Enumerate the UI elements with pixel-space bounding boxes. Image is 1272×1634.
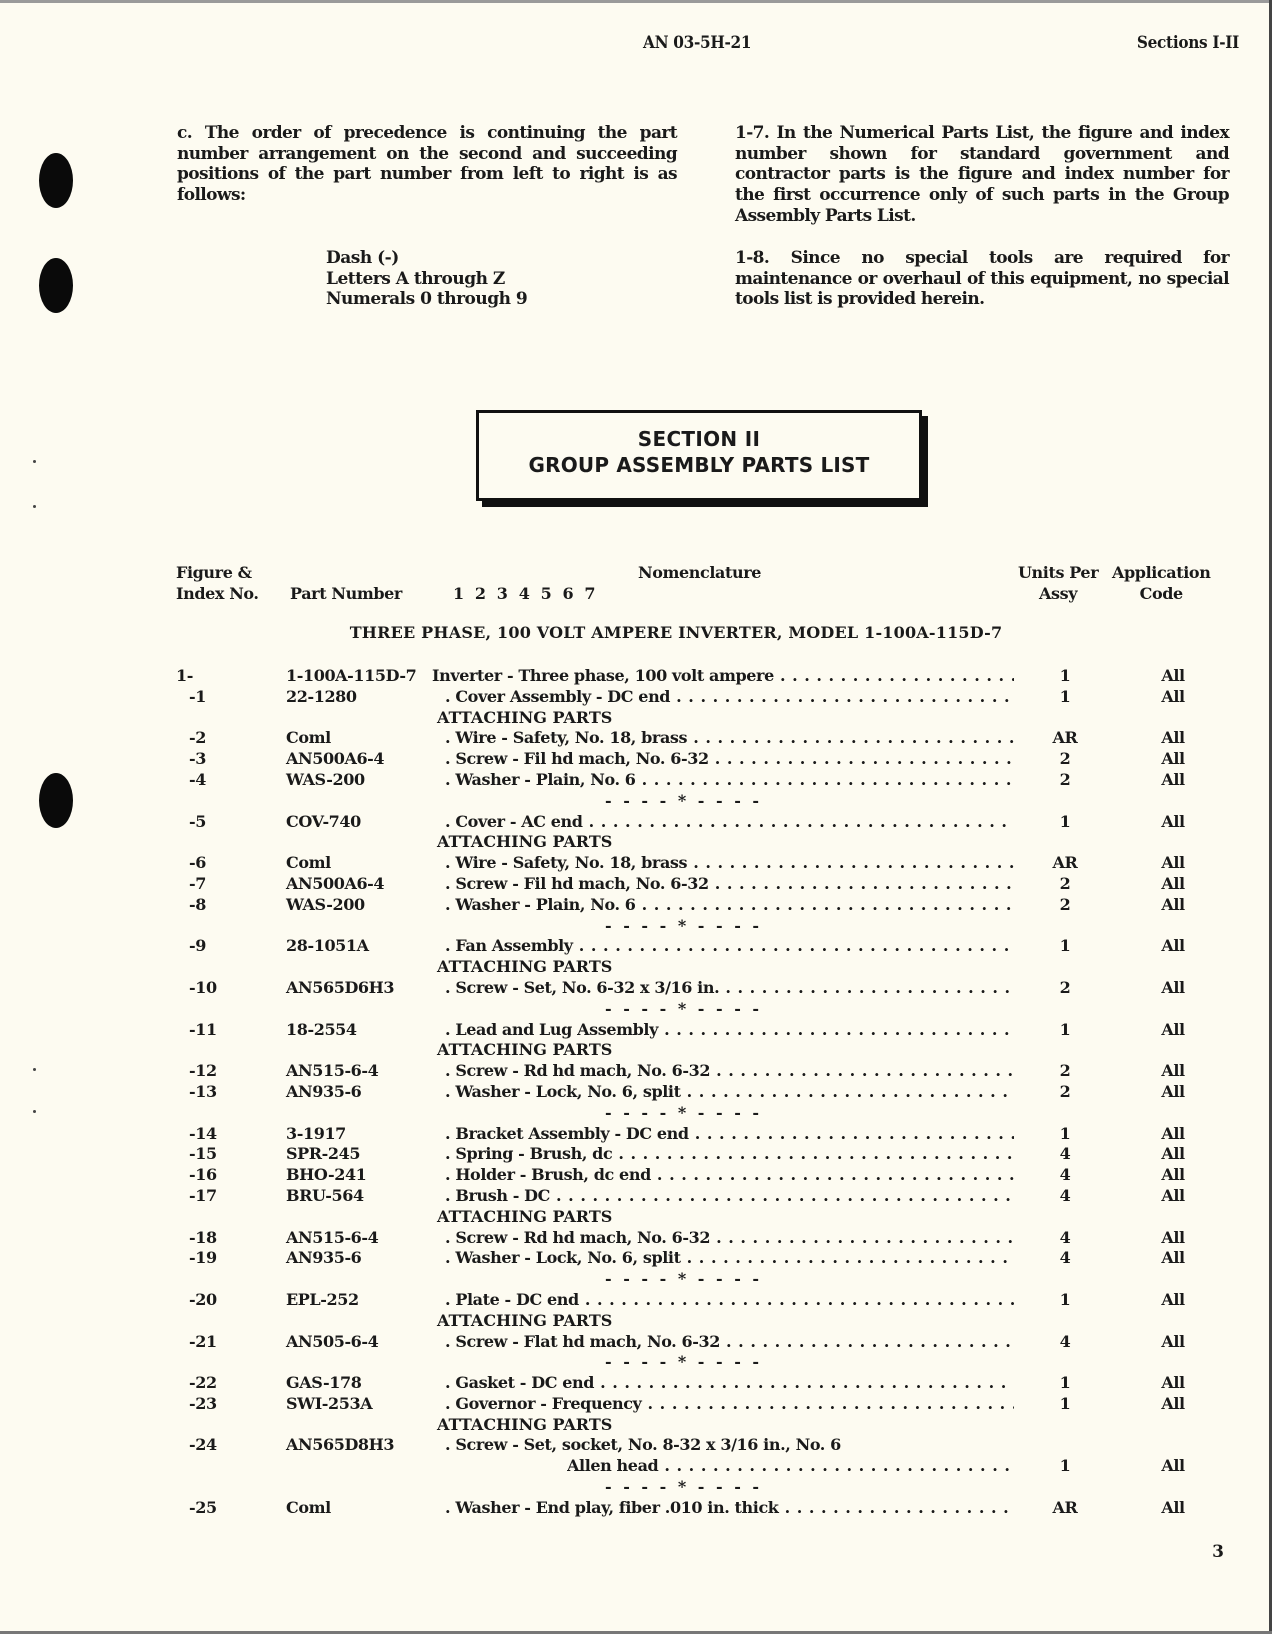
figure-index: -2 bbox=[189, 728, 206, 748]
figure-index: -18 bbox=[189, 1227, 217, 1247]
nomenclature: . Lead and Lug Assembly . . . bbox=[445, 1020, 1014, 1041]
paragraph-c: c. The order of precedence is continuing the part number arrangement on the second and succeeding positions of the part number from left to right is as follows: bbox=[177, 123, 677, 206]
table-row bbox=[0, 895, 1272, 916]
part-number: COV-740 bbox=[286, 811, 361, 831]
separator-row bbox=[0, 1352, 1272, 1373]
table-row bbox=[0, 770, 1272, 791]
part-number: AN515-6-4 bbox=[286, 1227, 379, 1247]
units-per-assy: 1 bbox=[1059, 686, 1071, 706]
figure-index: -5 bbox=[189, 811, 206, 831]
separator-row bbox=[0, 1103, 1272, 1124]
separator: - - - - * - - - - bbox=[605, 915, 763, 935]
units-per-assy: 4 bbox=[1059, 1227, 1071, 1247]
scan-speck bbox=[33, 505, 36, 508]
figure-index: -3 bbox=[189, 749, 206, 769]
figure-index: -9 bbox=[189, 936, 206, 956]
nomenclature: Inverter - Three phase, 100 volt ampere . . . bbox=[432, 666, 1014, 687]
part-number: AN500A6-4 bbox=[286, 749, 385, 769]
figure-index: -19 bbox=[189, 1248, 217, 1268]
table-row bbox=[0, 1144, 1272, 1165]
document-number: AN 03-5H-21 bbox=[643, 33, 752, 53]
header-line: Index No. bbox=[176, 584, 259, 603]
application-code: All bbox=[1161, 686, 1185, 706]
nomenclature: . Gasket - DC end . . . bbox=[445, 1373, 1014, 1394]
part-number: SWI-253A bbox=[286, 1393, 373, 1413]
figure-index: -22 bbox=[189, 1373, 217, 1393]
application-code: All bbox=[1161, 728, 1185, 748]
figure-index: 1- bbox=[176, 666, 193, 685]
figure-index: -10 bbox=[189, 977, 217, 997]
application-code: All bbox=[1161, 769, 1185, 789]
application-code: All bbox=[1161, 1144, 1185, 1164]
separator: - - - - * - - - - bbox=[605, 1477, 763, 1497]
table-row bbox=[0, 728, 1272, 749]
separator-row bbox=[0, 791, 1272, 812]
table-row bbox=[0, 1061, 1272, 1082]
nomenclature: . Washer - Plain, No. 6 . . . bbox=[445, 770, 1014, 791]
part-number: 3-1917 bbox=[286, 1123, 346, 1143]
part-number: EPL-252 bbox=[286, 1289, 359, 1309]
separator-row bbox=[0, 999, 1272, 1020]
scan-speck bbox=[33, 460, 36, 463]
part-number: Coml bbox=[286, 728, 331, 748]
nomenclature: Allen head . . . bbox=[567, 1456, 1014, 1477]
figure-index: -24 bbox=[189, 1435, 217, 1455]
separator: - - - - * - - - - bbox=[605, 998, 763, 1018]
application-code: All bbox=[1161, 1123, 1185, 1143]
table-row bbox=[0, 1498, 1272, 1519]
attaching-parts-label: ATTACHING PARTS bbox=[437, 707, 613, 727]
header-line: Figure & bbox=[176, 563, 252, 582]
units-per-assy: 2 bbox=[1059, 1061, 1071, 1081]
table-row bbox=[0, 1373, 1272, 1394]
part-number: 28-1051A bbox=[286, 936, 369, 956]
part-number: BRU-564 bbox=[286, 1185, 364, 1205]
column-header-figure-index bbox=[176, 562, 259, 604]
table-row bbox=[0, 1165, 1272, 1186]
assembly-title: THREE PHASE, 100 VOLT AMPERE INVERTER, MODEL 1-100A-115D-7 bbox=[349, 623, 1003, 642]
attaching-parts-label-row bbox=[0, 832, 1272, 853]
attaching-parts-label: ATTACHING PARTS bbox=[437, 832, 613, 852]
table-row bbox=[0, 853, 1272, 874]
application-code: All bbox=[1161, 1248, 1185, 1268]
nomenclature: . Screw - Rd hd mach, No. 6-32 . . . bbox=[445, 1061, 1014, 1082]
units-per-assy: 1 bbox=[1059, 1456, 1071, 1476]
section-title: GROUP ASSEMBLY PARTS LIST bbox=[528, 453, 870, 477]
section-range: Sections I-II bbox=[1136, 33, 1239, 53]
nomenclature: . Screw - Fil hd mach, No. 6-32 . . . bbox=[445, 749, 1014, 770]
part-number: 22-1280 bbox=[286, 686, 357, 706]
units-per-assy: 1 bbox=[1059, 1393, 1071, 1413]
nomenclature: . Governor - Frequency . . . bbox=[445, 1394, 1014, 1415]
part-number: AN500A6-4 bbox=[286, 873, 385, 893]
header-line: Application bbox=[1112, 563, 1211, 582]
nomenclature: . Screw - Fil hd mach, No. 6-32 . . . bbox=[445, 874, 1014, 895]
nomenclature: . Washer - Plain, No. 6 . . . bbox=[445, 895, 1014, 916]
table-row bbox=[0, 1435, 1272, 1456]
figure-index: -16 bbox=[189, 1165, 217, 1185]
attaching-parts-label-row bbox=[0, 1040, 1272, 1061]
table-row bbox=[0, 812, 1272, 833]
table-row bbox=[0, 1228, 1272, 1249]
column-header-nomenclature: Nomenclature bbox=[638, 563, 762, 582]
units-per-assy: AR bbox=[1052, 853, 1078, 873]
separator: - - - - * - - - - bbox=[605, 1102, 763, 1122]
figure-index: -21 bbox=[189, 1331, 217, 1351]
separator: - - - - * - - - - bbox=[605, 790, 763, 810]
figure-index: -20 bbox=[189, 1289, 217, 1309]
application-code: All bbox=[1161, 853, 1185, 873]
application-code: All bbox=[1161, 977, 1185, 997]
section-number: SECTION II bbox=[637, 427, 761, 451]
application-code: All bbox=[1161, 749, 1185, 769]
part-number: 1-100A-115D-7 bbox=[286, 666, 417, 685]
figure-index: -7 bbox=[189, 873, 206, 893]
figure-index: -14 bbox=[189, 1123, 217, 1143]
column-header-indent-levels: 1 2 3 4 5 6 7 bbox=[453, 584, 596, 603]
table-row bbox=[0, 1124, 1272, 1145]
attaching-parts-label-row bbox=[0, 1311, 1272, 1332]
paragraph-1-8: 1-8. Since no special tools are required for maintenance or overhaul of this equipment, no special tools list is provided herein. bbox=[735, 248, 1229, 310]
units-per-assy: 2 bbox=[1059, 1081, 1071, 1101]
header-line: Code bbox=[1139, 584, 1183, 603]
precedence-item: Letters A through Z bbox=[326, 268, 505, 289]
nomenclature: . Washer - Lock, No. 6, split . . . bbox=[445, 1248, 1014, 1269]
precedence-item: Dash (-) bbox=[326, 248, 399, 268]
parts-list bbox=[0, 666, 1272, 1519]
application-code: All bbox=[1161, 1185, 1185, 1205]
part-number: AN935-6 bbox=[286, 1081, 362, 1101]
units-per-assy: 4 bbox=[1059, 1165, 1071, 1185]
table-row bbox=[0, 1290, 1272, 1311]
nomenclature: . Screw - Set, socket, No. 8-32 x 3/16 in., No. 6 bbox=[445, 1435, 841, 1455]
application-code: All bbox=[1161, 666, 1185, 685]
units-per-assy: 1 bbox=[1059, 811, 1071, 831]
application-code: All bbox=[1161, 894, 1185, 914]
table-row bbox=[0, 1186, 1272, 1207]
application-code: All bbox=[1161, 1331, 1185, 1351]
attaching-parts-label: ATTACHING PARTS bbox=[437, 1040, 613, 1060]
application-code: All bbox=[1161, 1227, 1185, 1247]
page-number: 3 bbox=[1212, 1542, 1224, 1562]
part-number: Coml bbox=[286, 853, 331, 873]
nomenclature: . Cover - AC end . . . bbox=[445, 812, 1014, 833]
part-number: WAS-200 bbox=[286, 769, 365, 789]
application-code: All bbox=[1161, 1019, 1185, 1039]
figure-index: -17 bbox=[189, 1185, 217, 1205]
table-row bbox=[0, 1394, 1272, 1415]
nomenclature: . Plate - DC end . . . bbox=[445, 1290, 1014, 1311]
attaching-parts-label-row bbox=[0, 708, 1272, 729]
figure-index: -1 bbox=[189, 686, 206, 706]
part-number: 18-2554 bbox=[286, 1019, 357, 1039]
part-number: SPR-245 bbox=[286, 1144, 361, 1164]
nomenclature: . Washer - Lock, No. 6, split . . . bbox=[445, 1082, 1014, 1103]
nomenclature: . Washer - End play, fiber .010 in. thick . . . bbox=[445, 1498, 1014, 1519]
part-number: AN515-6-4 bbox=[286, 1061, 379, 1081]
application-code: All bbox=[1161, 1373, 1185, 1393]
table-row-continuation bbox=[0, 1456, 1272, 1477]
attaching-parts-label: ATTACHING PARTS bbox=[437, 957, 613, 977]
units-per-assy: AR bbox=[1052, 1497, 1078, 1517]
header-line: Assy bbox=[1039, 584, 1078, 603]
part-number: Coml bbox=[286, 1497, 331, 1517]
attaching-parts-label-row bbox=[0, 1415, 1272, 1436]
units-per-assy: 1 bbox=[1059, 1289, 1071, 1309]
table-row bbox=[0, 666, 1272, 687]
application-code: All bbox=[1161, 1061, 1185, 1081]
units-per-assy: 1 bbox=[1059, 666, 1071, 685]
part-number: AN565D8H3 bbox=[286, 1435, 395, 1455]
units-per-assy: 4 bbox=[1059, 1248, 1071, 1268]
units-per-assy: 1 bbox=[1059, 1019, 1071, 1039]
application-code: All bbox=[1161, 1165, 1185, 1185]
application-code: All bbox=[1161, 1393, 1185, 1413]
section-title-box bbox=[476, 410, 922, 501]
paragraph-1-7: 1-7. In the Numerical Parts List, the figure and index number shown for standard government and contractor parts is the figure and index number for the first occurrence only of such parts in the Group Assembly Parts List. bbox=[735, 123, 1229, 226]
table-row bbox=[0, 874, 1272, 895]
nomenclature: . Holder - Brush, dc end . . . bbox=[445, 1165, 1014, 1186]
units-per-assy: AR bbox=[1052, 728, 1078, 748]
part-number: BHO-241 bbox=[286, 1165, 367, 1185]
figure-index: -4 bbox=[189, 769, 206, 789]
units-per-assy: 2 bbox=[1059, 873, 1071, 893]
units-per-assy: 2 bbox=[1059, 894, 1071, 914]
attaching-parts-label: ATTACHING PARTS bbox=[437, 1206, 613, 1226]
units-per-assy: 2 bbox=[1059, 749, 1071, 769]
table-row bbox=[0, 687, 1272, 708]
nomenclature: . Spring - Brush, dc . . . bbox=[445, 1144, 1014, 1165]
units-per-assy: 4 bbox=[1059, 1185, 1071, 1205]
application-code: All bbox=[1161, 1081, 1185, 1101]
table-row bbox=[0, 978, 1272, 999]
nomenclature: . Bracket Assembly - DC end . . . bbox=[445, 1124, 1014, 1145]
figure-index: -15 bbox=[189, 1144, 217, 1164]
part-number: AN935-6 bbox=[286, 1248, 362, 1268]
figure-index: -23 bbox=[189, 1393, 217, 1413]
figure-index: -12 bbox=[189, 1061, 217, 1081]
attaching-parts-label: ATTACHING PARTS bbox=[437, 1414, 613, 1434]
nomenclature: . Fan Assembly . . . bbox=[445, 936, 1014, 957]
separator: - - - - * - - - - bbox=[605, 1352, 763, 1372]
column-header-units-per-assy bbox=[1018, 562, 1098, 604]
application-code: All bbox=[1161, 1497, 1185, 1517]
application-code: All bbox=[1161, 936, 1185, 956]
separator-row bbox=[0, 916, 1272, 937]
separator-row bbox=[0, 1269, 1272, 1290]
part-number: AN565D6H3 bbox=[286, 977, 395, 997]
attaching-parts-label: ATTACHING PARTS bbox=[437, 1310, 613, 1330]
column-header-part-number: Part Number bbox=[290, 584, 402, 603]
figure-index: -6 bbox=[189, 853, 206, 873]
figure-index: -8 bbox=[189, 894, 206, 914]
nomenclature: . Wire - Safety, No. 18, brass . . . bbox=[445, 728, 1014, 749]
nomenclature: . Cover Assembly - DC end . . . bbox=[445, 687, 1014, 708]
nomenclature: . Screw - Set, No. 6-32 x 3/16 in. . . . bbox=[445, 978, 1014, 999]
application-code: All bbox=[1161, 1289, 1185, 1309]
binder-hole-2 bbox=[39, 258, 73, 313]
nomenclature: . Screw - Flat hd mach, No. 6-32 . . . bbox=[445, 1332, 1014, 1353]
table-row bbox=[0, 1332, 1272, 1353]
units-per-assy: 1 bbox=[1059, 1373, 1071, 1393]
header-line: Units Per bbox=[1018, 563, 1099, 582]
application-code: All bbox=[1161, 873, 1185, 893]
part-number: WAS-200 bbox=[286, 894, 365, 914]
table-row bbox=[0, 1082, 1272, 1103]
precedence-item: Numerals 0 through 9 bbox=[326, 289, 528, 310]
nomenclature: . Brush - DC . . . bbox=[445, 1186, 1014, 1207]
units-per-assy: 2 bbox=[1059, 769, 1071, 789]
figure-index: -11 bbox=[189, 1019, 217, 1039]
figure-index: -25 bbox=[189, 1497, 217, 1517]
table-row bbox=[0, 936, 1272, 957]
separator: - - - - * - - - - bbox=[605, 1269, 763, 1289]
precedence-list bbox=[326, 248, 527, 310]
part-number: AN505-6-4 bbox=[286, 1331, 379, 1351]
application-code: All bbox=[1161, 811, 1185, 831]
page-edge-top bbox=[0, 0, 1272, 3]
binder-hole-1 bbox=[39, 153, 73, 208]
units-per-assy: 4 bbox=[1059, 1144, 1071, 1164]
units-per-assy: 1 bbox=[1059, 936, 1071, 956]
attaching-parts-label-row bbox=[0, 1207, 1272, 1228]
units-per-assy: 2 bbox=[1059, 977, 1071, 997]
part-number: GAS-178 bbox=[286, 1373, 362, 1393]
units-per-assy: 4 bbox=[1059, 1331, 1071, 1351]
units-per-assy: 1 bbox=[1059, 1123, 1071, 1143]
nomenclature: . Wire - Safety, No. 18, brass . . . bbox=[445, 853, 1014, 874]
nomenclature: . Screw - Rd hd mach, No. 6-32 . . . bbox=[445, 1228, 1014, 1249]
table-row bbox=[0, 749, 1272, 770]
attaching-parts-label-row bbox=[0, 957, 1272, 978]
column-header-application-code bbox=[1112, 562, 1210, 604]
application-code: All bbox=[1161, 1456, 1185, 1476]
table-row bbox=[0, 1248, 1272, 1269]
table-row bbox=[0, 1020, 1272, 1041]
separator-row bbox=[0, 1477, 1272, 1498]
figure-index: -13 bbox=[189, 1081, 217, 1101]
